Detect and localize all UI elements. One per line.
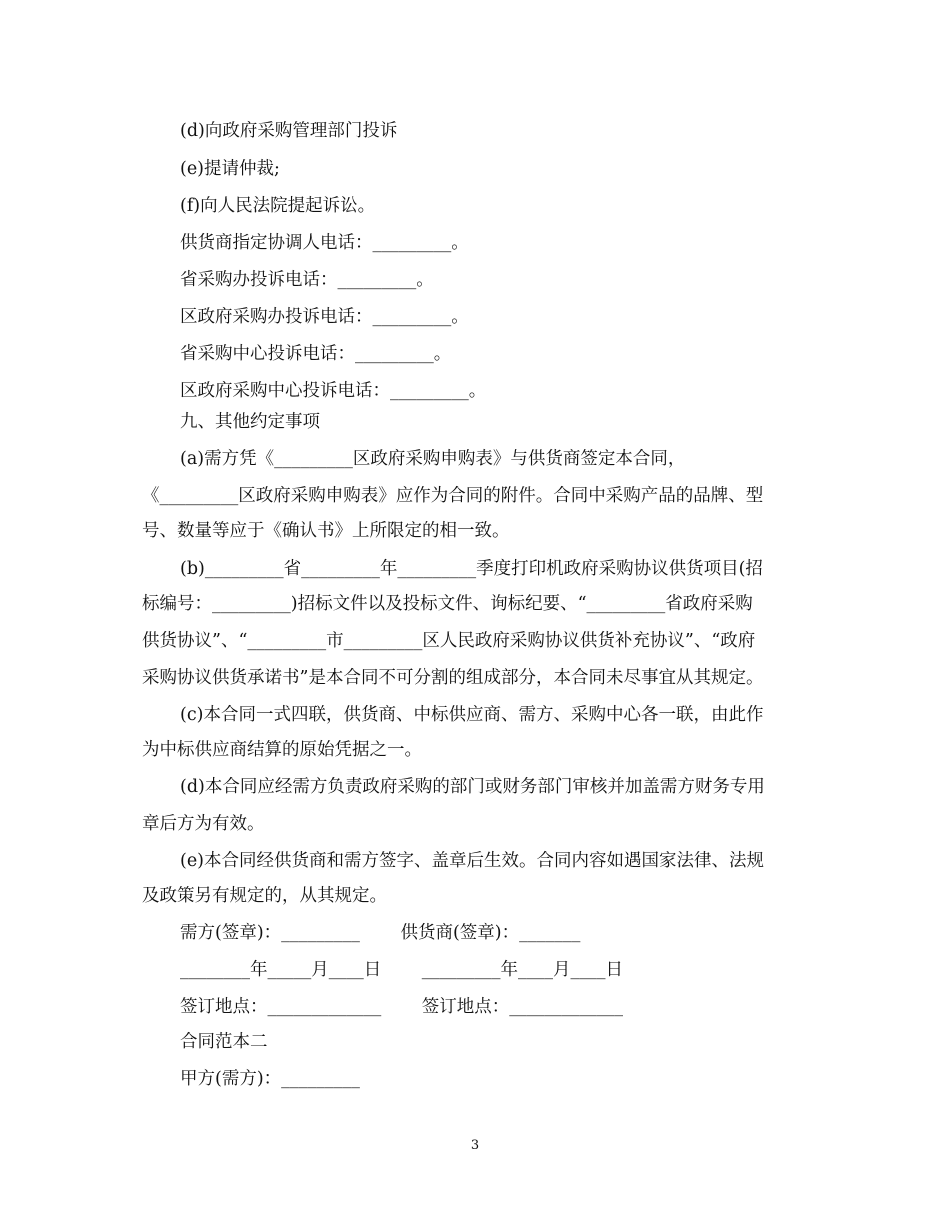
paragraph-line: 省采购中心投诉电话：_________。 xyxy=(180,344,452,364)
date-line: ________年_____月____日 _________年____月____日 xyxy=(180,960,624,980)
paragraph-line: 及政策另有规定的，从其规定。 xyxy=(142,886,387,906)
paragraph-line: 区政府采购办投诉电话：_________。 xyxy=(180,307,469,327)
party-line: 甲方(需方)：_________ xyxy=(180,1069,360,1089)
paragraph-line: (b)_________省_________年_________季度打印机政府采购协议供货项目(招 xyxy=(180,559,763,579)
paragraph-line: 号、数量等应于《确认书》上所限定的相一致。 xyxy=(142,521,510,541)
paragraph-line: 供货协议”、“_________市_________区人民政府采购协议供货补充协议”、“政府 xyxy=(142,631,756,651)
paragraph-line: (c)本合同一式四联，供货商、中标供应商、需方、采购中心各一联，由此作 xyxy=(180,705,764,725)
section-heading: 合同范本二 xyxy=(180,1032,268,1052)
paragraph-line: 采购协议供货承诺书”是本合同不可分割的组成部分，本合同未尽事宜从其规定。 xyxy=(142,668,764,688)
paragraph-line: (a)需方凭《_________区政府采购申购表》与供货商签定本合同， xyxy=(180,449,686,469)
paragraph-line: (e)提请仲裁; xyxy=(180,159,280,179)
paragraph-line: 章后方为有效。 xyxy=(142,814,265,834)
section-heading: 九、其他约定事项 xyxy=(180,412,320,432)
paragraph-line: 标编号：_________)招标文件以及投标文件、询标纪要、“_________省政府采购 xyxy=(142,594,753,614)
paragraph-line: (d)本合同应经需方负责政府采购的部门或财务部门审核并加盖需方财务专用 xyxy=(180,777,765,797)
signature-line: 需方(签章)：_________ 供货商(签章)：_______ xyxy=(180,923,581,943)
paragraph-line: 省采购办投诉电话：_________。 xyxy=(180,270,434,290)
location-line: 签订地点：_____________ 签订地点：_____________ xyxy=(180,997,624,1017)
paragraph-line: 《_________区政府采购申购表》应作为合同的附件。合同中采购产品的品牌、型 xyxy=(142,486,764,506)
paragraph-line: 区政府采购中心投诉电话：_________。 xyxy=(180,381,487,401)
paragraph-line: (e)本合同经供货商和需方签字、盖章后生效。合同内容如遇国家法律、法规 xyxy=(180,851,765,871)
paragraph-line: (d)向政府采购管理部门投诉 xyxy=(180,121,398,141)
paragraph-line: (f)向人民法院提起诉讼。 xyxy=(180,196,376,216)
paragraph-line: 供货商指定协调人电话：_________。 xyxy=(180,233,469,253)
page-number: 3 xyxy=(470,1138,480,1153)
paragraph-line: 为中标供应商结算的原始凭据之一。 xyxy=(142,740,422,760)
